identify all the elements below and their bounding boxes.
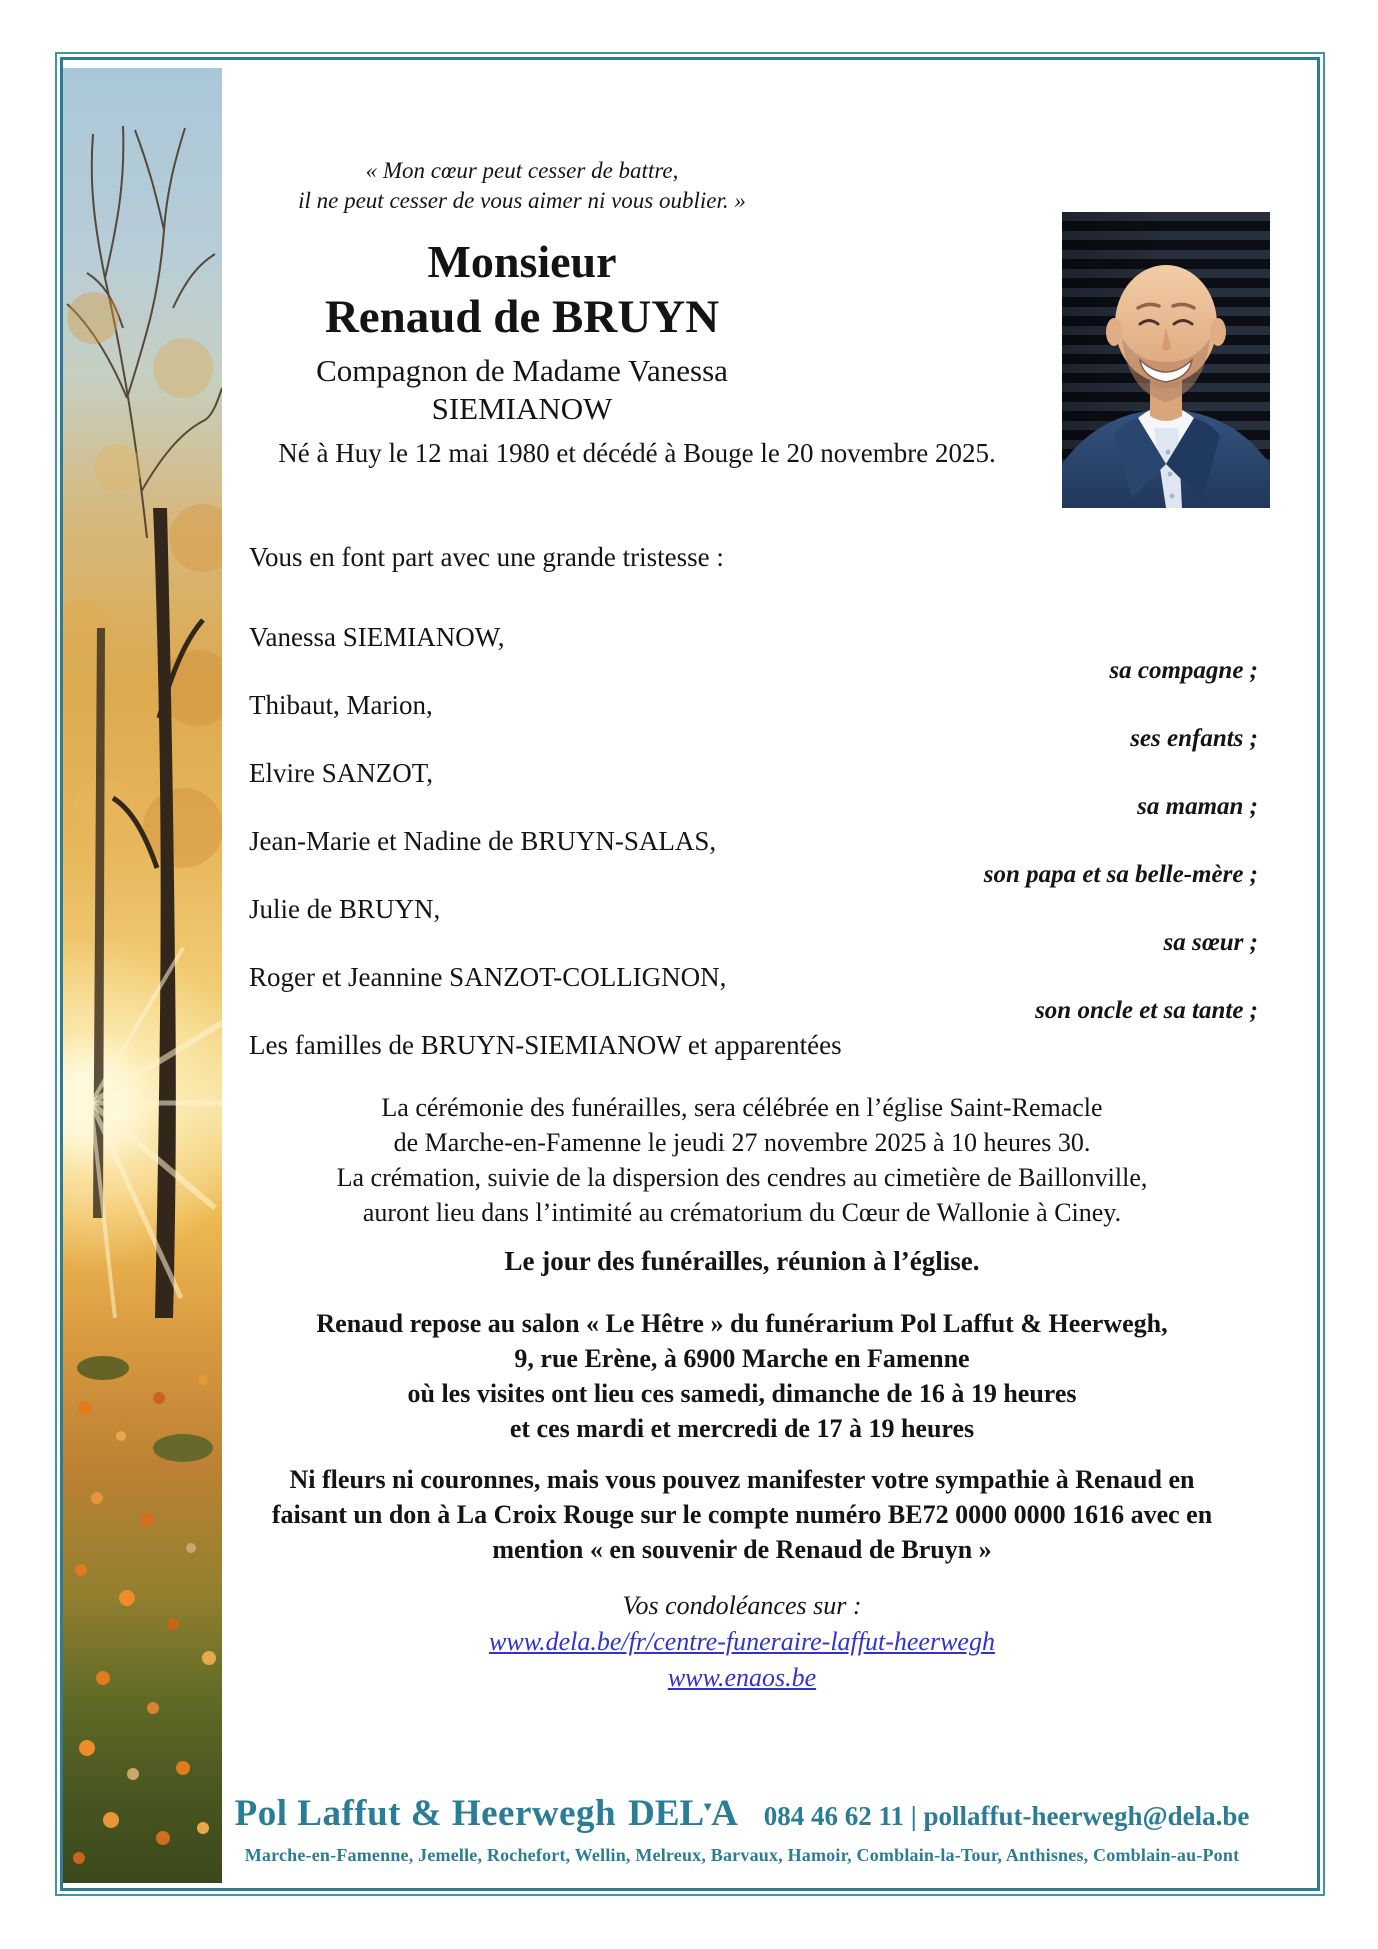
quote-line-2: il ne peut cesser de vous aimer ni vous oublier. » bbox=[298, 188, 746, 213]
family-names: Vanessa SIEMIANOW, bbox=[249, 622, 505, 652]
announcement-intro: Vous en font part avec une grande tristesse : bbox=[249, 542, 724, 572]
family-role: son oncle et sa tante ; bbox=[1035, 997, 1258, 1024]
condolences-label: Vos condoléances sur : bbox=[622, 1591, 862, 1620]
fallen-leaves bbox=[73, 1356, 216, 1864]
footer-contact: 084 46 62 11 | pollaffut-heerwegh@dela.be bbox=[763, 1801, 1250, 1831]
funeral-home-footer bbox=[222, 1792, 1262, 1866]
dela-triangle-icon: ▼ bbox=[701, 1799, 715, 1814]
ceremony-line: La crémation, suivie de la dispersion des cendres au cimetière de Baillonville, bbox=[336, 1163, 1148, 1192]
family-role: son papa et sa belle-mère ; bbox=[983, 861, 1258, 888]
autumn-trees-photo bbox=[63, 68, 222, 1883]
repose-line: 9, rue Erène, à 6900 Marche en Famenne bbox=[514, 1344, 970, 1373]
dela-logo-text: DEL bbox=[628, 1793, 705, 1834]
donation-line: Ni fleurs ni couronnes, mais vous pouvez manifester votre sympathie à Renaud en bbox=[289, 1465, 1195, 1494]
life-dates: Né à Huy le 12 mai 1980 et décédé à Bouge le 20 novembre 2025. bbox=[278, 438, 996, 468]
footer-brand-line bbox=[222, 1792, 1262, 1835]
donation-line: faisant un don à La Croix Rouge sur le compte numéro BE72 0000 0000 1616 avec en bbox=[271, 1500, 1213, 1529]
footer-locations: Marche-en-Famenne, Jemelle, Rochefort, Wellin, Melreux, Barvaux, Hamoir, Comblain-la-Tour, Anthisnes, Comblain-au-Pont bbox=[244, 1845, 1240, 1865]
family-names: Thibaut, Marion, bbox=[249, 690, 433, 720]
title-prefix: Monsieur bbox=[427, 236, 617, 287]
family-list bbox=[222, 620, 1262, 1062]
family-names: Jean-Marie et Nadine de BRUYN-SALAS, bbox=[249, 826, 717, 856]
family-names: Elvire SANZOT, bbox=[249, 758, 433, 788]
card-content bbox=[222, 0, 1262, 1949]
family-role: ses enfants ; bbox=[1130, 725, 1258, 752]
family-names: Roger et Jeannine SANZOT-COLLIGNON, bbox=[249, 962, 727, 992]
ceremony-line: de Marche-en-Famenne le jeudi 27 novembre 2025 à 10 heures 30. bbox=[393, 1128, 1091, 1157]
quote-line-1: « Mon cœur peut cesser de battre, bbox=[365, 158, 679, 183]
family-role: sa maman ; bbox=[1137, 793, 1258, 820]
ceremony-line: auront lieu dans l’intimité au crématorium du Cœur de Wallonie à Ciney. bbox=[362, 1198, 1122, 1227]
condolences-link-dela[interactable]: www.dela.be/fr/centre-funeraire-laffut-heerwegh bbox=[489, 1627, 995, 1656]
condolences-link-enaos[interactable]: www.enaos.be bbox=[667, 1663, 817, 1692]
autumn-photo-art bbox=[63, 68, 222, 1883]
family-role: sa compagne ; bbox=[1109, 657, 1258, 684]
memorial-quote bbox=[222, 156, 822, 216]
meeting-notice: Le jour des funérailles, réunion à l’église. bbox=[504, 1246, 980, 1276]
foliage bbox=[63, 292, 222, 868]
repose-line: Renaud repose au salon « Le Hêtre » du funérarium Pol Laffut & Heerwegh, bbox=[316, 1309, 1168, 1338]
repose-line: où les visites ont lieu ces samedi, dimanche de 16 à 19 heures bbox=[407, 1379, 1077, 1408]
family-names: Les familles de BRUYN-SIEMIANOW et apparentées bbox=[249, 1030, 842, 1060]
relation-line: Compagnon de Madame Vanessa SIEMIANOW bbox=[316, 353, 728, 426]
family-names: Julie de BRUYN, bbox=[249, 894, 441, 924]
funeral-home-name: Pol Laffut & Heerwegh bbox=[234, 1793, 617, 1834]
family-role: sa sœur ; bbox=[1163, 929, 1258, 956]
condolences-block bbox=[222, 1588, 1262, 1696]
dela-logo bbox=[628, 1793, 738, 1834]
donation-notice bbox=[222, 1462, 1262, 1567]
ceremony-details bbox=[222, 1090, 1262, 1230]
dela-logo-text: A bbox=[711, 1793, 738, 1834]
donation-line: mention « en souvenir de Renaud de Bruyn » bbox=[492, 1535, 992, 1564]
repose-line: et ces mardi et mercredi de 17 à 19 heures bbox=[509, 1414, 975, 1443]
deceased-name: Renaud de BRUYN bbox=[324, 291, 720, 343]
repose-details bbox=[222, 1306, 1262, 1446]
ceremony-line: La cérémonie des funérailles, sera célébrée en l’église Saint-Remacle bbox=[381, 1093, 1103, 1122]
